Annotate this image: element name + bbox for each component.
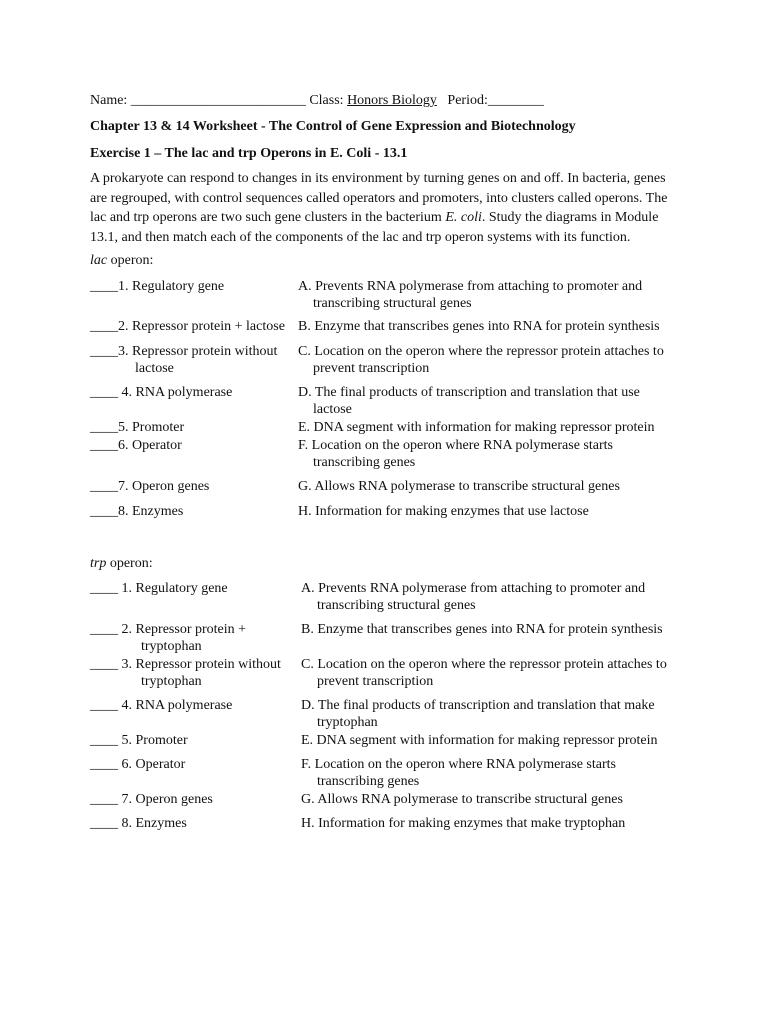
lac-function-a: A. Prevents RNA polymerase from attaching to promoter and (298, 279, 643, 294)
trp-function-a: A. Prevents RNA polymerase from attaching to promoter and (301, 581, 646, 596)
lac-component-5: ____5. Promoter (90, 420, 185, 435)
trp-function-d-cont: tryptophan (317, 715, 378, 730)
lac-function-h: H. Information for making enzymes that use lactose (298, 504, 589, 519)
trp-function-h: H. Information for making enzymes that make tryptophan (301, 816, 626, 831)
trp-function-e: E. DNA segment with information for making repressor protein (301, 733, 658, 748)
intro-species: E. coli (445, 210, 482, 225)
exercise-title: Exercise 1 – The lac and trp Operons in E. Coli - 13.1 (90, 146, 408, 161)
lac-component-2: ____2. Repressor protein + lactose (90, 319, 285, 334)
period-label: Period: (447, 93, 488, 108)
name-blank: _________________________ (130, 93, 306, 108)
lac-component-6: ____6. Operator (90, 438, 182, 453)
intro-part2: . Study the diagrams in Module 13.1, and then match each of the components of the lac and trp operon systems with its function. (90, 210, 659, 245)
lac-function-c-cont: prevent transcription (313, 361, 430, 376)
trp-component-1: ____ 1. Regulatory gene (90, 581, 228, 596)
trp-component-6: ____ 6. Operator (90, 757, 186, 772)
trp-function-c: C. Location on the operon where the repressor protein attaches to (301, 657, 667, 672)
trp-function-d: D. The final products of transcription and translation that make (301, 698, 655, 713)
lac-function-e: E. DNA segment with information for making repressor protein (298, 420, 655, 435)
lac-function-d: D. The final products of transcription and translation that use (298, 385, 640, 400)
lac-component-3: ____3. Repressor protein without (90, 344, 278, 359)
lac-component-8: ____8. Enzymes (90, 504, 184, 519)
class-label: Class: (309, 93, 344, 108)
trp-label-italic: trp (90, 556, 107, 571)
trp-function-g: G. Allows RNA polymerase to transcribe structural genes (301, 792, 623, 807)
trp-component-7: ____ 7. Operon genes (90, 792, 213, 807)
lac-function-c: C. Location on the operon where the repressor protein attaches to (298, 344, 664, 359)
lac-component-1: ____1. Regulatory gene (90, 279, 225, 294)
header-line (90, 92, 544, 110)
trp-component-5: ____ 5. Promoter (90, 733, 188, 748)
lac-component-4: ____ 4. RNA polymerase (90, 385, 233, 400)
lac-component-7: ____7. Operon genes (90, 479, 210, 494)
lac-function-a-cont: transcribing structural genes (313, 296, 472, 311)
worksheet-title: Chapter 13 & 14 Worksheet - The Control of Gene Expression and Biotechnology (90, 119, 576, 134)
trp-function-f: F. Location on the operon where RNA polymerase starts (301, 757, 616, 772)
lac-function-f-cont: transcribing genes (313, 455, 416, 470)
class-value: Honors Biology (347, 93, 437, 108)
trp-component-3: ____ 3. Repressor protein without (90, 657, 281, 672)
lac-component-3-cont: lactose (135, 361, 174, 376)
intro-paragraph (90, 169, 682, 247)
lac-label-italic: lac (90, 253, 108, 268)
lac-function-f: F. Location on the operon where RNA polymerase starts (298, 438, 613, 453)
lac-function-b: B. Enzyme that transcribes genes into RNA for protein synthesis (298, 319, 660, 334)
period-blank: ________ (487, 93, 544, 108)
trp-operon-label (90, 555, 153, 573)
trp-function-b: B. Enzyme that transcribes genes into RNA for protein synthesis (301, 622, 663, 637)
intro-part1: A prokaryote can respond to changes in its environment by turning genes on and off. In bacteria, genes are regrouped, with control sequences called operators and promoters, into clusters called operons. The lac and trp operons are two such gene clusters in the bacterium (90, 171, 668, 225)
lac-function-g: G. Allows RNA polymerase to transcribe structural genes (298, 479, 620, 494)
lac-label-rest: operon: (107, 253, 154, 268)
trp-component-4: ____ 4. RNA polymerase (90, 698, 233, 713)
lac-operon-label (90, 252, 153, 270)
name-label: Name: (90, 93, 128, 108)
trp-function-c-cont: prevent transcription (317, 674, 434, 689)
trp-function-a-cont: transcribing structural genes (317, 598, 476, 613)
trp-component-8: ____ 8. Enzymes (90, 816, 187, 831)
trp-label-rest: operon: (106, 556, 153, 571)
trp-component-2-cont: tryptophan (141, 639, 202, 654)
trp-function-f-cont: transcribing genes (317, 774, 420, 789)
trp-component-2: ____ 2. Repressor protein + (90, 622, 247, 637)
lac-function-d-cont: lactose (313, 402, 352, 417)
trp-component-3-cont: tryptophan (141, 674, 202, 689)
